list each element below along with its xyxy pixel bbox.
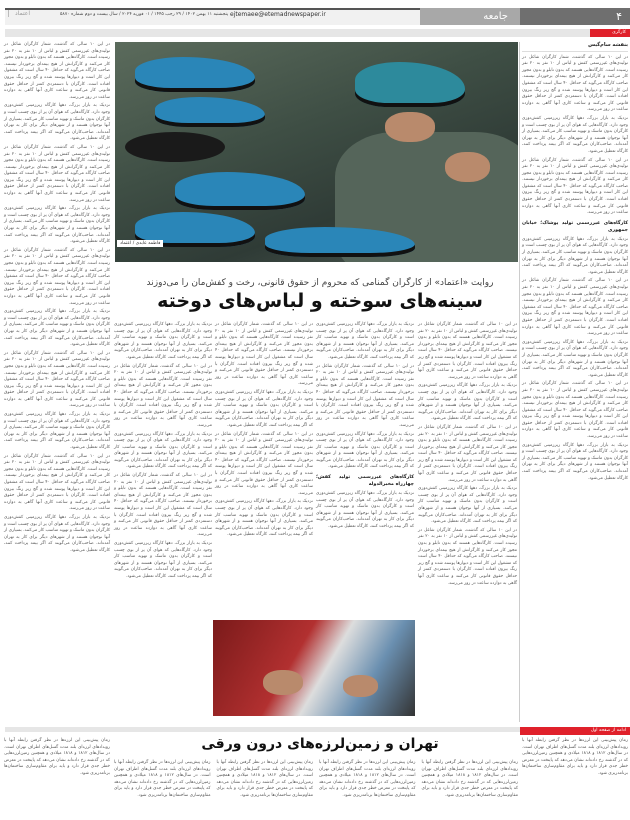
body-text: نزدیک به بازار بزرگ، دهها کارگاه زیرزمینی کفش‌دوزی وجود دارد. کارگاه‌هایی که هوای آن پر از بوی چسب است و کارگران بدون ماسک و تهویه مناسب کار می‌کنند. بسیاری از آنها نوجوان هستند و از شهرهای دیگر برای کار به تهران آمده‌اند. صاحب‌کاران می‌گویند که اگر بیمه پرداخت کنند، کارگاه تعطیل می‌شود. [114,322,212,360]
author-name: بنفشه سام‌گیس [522,42,628,52]
body-column-2 [316,322,414,533]
sub-bar [5,29,630,37]
body-text: در این ۱۰ سالی که گذشت، شمار کارگران شاغل در تولیدی‌های غیررسمی کفش و لباس از ۱۰ نفر به ۲۰ نفر رسیده است. کارگاه‌هایی هستند که بدون تابلو و بدون مجوز کار می‌کنند و کارگرانش از هیچ بیمه‌ای برخوردار نیستند. صاحب کارگاه می‌گوید که حداقل ۴۰ سال است که مشغول این کار است و دیوارها پوسته شده و گچ زیر رنگ بیرون افتاده است. کارگران با دستمزدی کمتر از حداقل حقوق قانونی کار می‌کنند و ساعت کاری آنها گاهی به دوازده ساعت در روز می‌رسد. [316,363,414,428]
bottom-headline: تهران و زمین‌لرزه‌های درون ورقی [201,736,439,752]
body-text: در این ۱۰ سالی که گذشت، شمار کارگران شاغل در تولیدی‌های غیررسمی کفش و لباس از ۱۰ نفر به ۲۰ نفر رسیده است. کارگاه‌هایی هستند که بدون تابلو و بدون مجوز کار می‌کنند و کارگرانش از هیچ بیمه‌ای برخوردار نیستند. صاحب کارگاه می‌گوید که حداقل ۴۰ سال است که مشغول این کار است و دیوارها پوسته شده و گچ زیر رنگ بیرون افتاده است. کارگران با دستمزدی کمتر از حداقل حقوق قانونی کار می‌کنند و ساعت کاری آنها گاهی به دوازده ساعت در روز می‌رسد. [4,453,110,512]
bottom-right-column [522,738,628,780]
body-text: نزدیک به بازار بزرگ، دهها کارگاه زیرزمینی کفش‌دوزی وجود دارد. کارگاه‌هایی که هوای آن پر از بوی چسب است و کارگران بدون ماسک و تهویه مناسب کار می‌کنند. بسیاری از آنها نوجوان هستند و از شهرهای دیگر برای کار به تهران آمده‌اند. صاحب‌کاران می‌گویند که اگر بیمه پرداخت کنند، کارگاه تعطیل می‌شود. [215,499,313,538]
newspaper-logo: اعتماد [8,10,30,17]
photo-caption: فاطمه عابدی / اعتماد [117,240,163,247]
sewing-machine-photo [213,620,415,716]
shoe-workshop-photo [115,42,518,262]
body-text: در این ۱۰ سالی که گذشت، شمار کارگران شاغل در تولیدی‌های غیررسمی کفش و لباس از ۱۰ نفر به ۲۰ نفر رسیده است. کارگاه‌هایی هستند که بدون تابلو و بدون مجوز کار می‌کنند و کارگرانش از هیچ بیمه‌ای برخوردار نیستند. صاحب کارگاه می‌گوید که حداقل ۴۰ سال است که مشغول این کار است و دیوارها پوسته شده و گچ زیر رنگ بیرون افتاده است. کارگران با دستمزدی کمتر از حداقل حقوق قانونی کار می‌کنند و ساعت کاری آنها گاهی به دوازده ساعت در روز می‌رسد. [522,54,628,113]
body-text: در این ۱۰ سالی که گذشت، شمار کارگران شاغل در تولیدی‌های غیررسمی کفش و لباس از ۱۰ نفر به ۲۰ نفر رسیده است. کارگاه‌هایی هستند که بدون تابلو و بدون مجوز کار می‌کنند و کارگرانش از هیچ بیمه‌ای برخوردار نیستند. صاحب کارگاه می‌گوید که حداقل ۴۰ سال است که مشغول این کار است و دیوارها پوسته شده و گچ زیر رنگ بیرون افتاده است. کارگران با دستمزدی کمتر از حداقل حقوق قانونی کار می‌کنند و ساعت کاری آنها گاهی به دوازده ساعت در روز می‌رسد. [522,381,628,440]
body-text: در این ۱۰ سالی که گذشت، شمار کارگران شاغل در تولیدی‌های غیررسمی کفش و لباس از ۱۰ نفر به ۲۰ نفر رسیده است. کارگاه‌هایی هستند که بدون تابلو و بدون مجوز کار می‌کنند و کارگرانش از هیچ بیمه‌ای برخوردار نیستند. صاحب کارگاه می‌گوید که حداقل ۴۰ سال است که مشغول این کار است و دیوارها پوسته شده و گچ زیر رنگ بیرون افتاده است. کارگران با دستمزدی کمتر از حداقل حقوق قانونی کار می‌کنند و ساعت کاری آنها گاهی به دوازده ساعت در روز می‌رسد. [114,473,212,538]
body-text: در این ۱۰ سالی که گذشت، شمار کارگران شاغل در تولیدی‌های غیررسمی کفش و لباس از ۱۰ نفر به ۲۰ نفر رسیده است. کارگاه‌هایی هستند که بدون تابلو و بدون مجوز کار می‌کنند و کارگرانش از هیچ بیمه‌ای برخوردار نیستند. صاحب کارگاه می‌گوید که حداقل ۴۰ سال است که مشغول این کار است و دیوارها پوسته شده و گچ زیر رنگ بیرون افتاده است. کارگران با دستمزدی کمتر از حداقل حقوق قانونی کار می‌کنند و ساعت کاری آنها گاهی به دوازده ساعت در روز می‌رسد. [4,350,110,409]
body-column-1 [418,322,517,589]
bottom-divider-bar [5,727,520,732]
body-text: نزدیک به بازار بزرگ، دهها کارگاه زیرزمینی کفش‌دوزی وجود دارد. کارگاه‌هایی که هوای آن پر از بوی چسب است و کارگران بدون ماسک و تهویه مناسب کار می‌کنند. بسیاری از آنها نوجوان هستند و از شهرهای دیگر برای کار به تهران آمده‌اند. صاحب‌کاران می‌گویند که اگر بیمه پرداخت کنند، کارگاه تعطیل می‌شود. [4,412,110,451]
body-text: نزدیک به بازار بزرگ، دهها کارگاه زیرزمینی کفش‌دوزی وجود دارد. کارگاه‌هایی که هوای آن پر از بوی چسب است و کارگران بدون ماسک و تهویه مناسب کار می‌کنند. بسیاری از آنها نوجوان هستند و از شهرهای دیگر برای کار به تهران آمده‌اند. صاحب‌کاران می‌گویند که اگر بیمه پرداخت کنند، کارگاه تعطیل می‌شود. [418,383,517,422]
body-text: در این ۱۰ سالی که گذشت، شمار کارگران شاغل در تولیدی‌های غیررسمی کفش و لباس از ۱۰ نفر به ۲۰ نفر رسیده است. کارگاه‌هایی هستند که بدون تابلو و بدون مجوز کار می‌کنند و کارگرانش از هیچ بیمه‌ای برخوردار نیستند. صاحب کارگاه می‌گوید که حداقل ۴۰ سال است که مشغول این کار است و دیوارها پوسته شده و گچ زیر رنگ بیرون افتاده است. کارگران با دستمزدی کمتر از حداقل حقوق قانونی کار می‌کنند و ساعت کاری آنها گاهی به دوازده ساعت در روز می‌رسد. [418,424,518,483]
body-text: نزدیک به بازار بزرگ، دهها کارگاه زیرزمینی کفش‌دوزی وجود دارد. کارگاه‌هایی که هوای آن پر از بوی چسب است و کارگران بدون ماسک و تهویه مناسب کار می‌کنند. بسیاری از آنها نوجوان هستند و از شهرهای دیگر برای کار به تهران آمده‌اند. صاحب‌کاران می‌گویند که اگر بیمه پرداخت کنند، کارگاه تعطیل می‌شود. [215,389,313,428]
body-text: زمان پیش‌بینی این لرزه‌ها در نظر گرفتن رابطه آنها با رویدادهای لرزه‌ای بلند مدت گسل‌های اطراف تهران است. در سال‌های ۱۸۱۲ و ۱۸۱۸ میلادی و همچنین زمین‌لرزه‌هایی که در گذشته رخ داده‌اند نشان می‌دهد که پایتخت در معرض خطر جدی قرار دارد و باید برای مقاوم‌سازی ساختمان‌ها برنامه‌ریزی شود. [114,760,211,798]
body-text: نزدیک به بازار بزرگ، دهها کارگاه زیرزمینی کفش‌دوزی وجود دارد. کارگاه‌هایی که هوای آن پر از بوی چسب است و کارگران بدون ماسک و تهویه مناسب کار می‌کنند. بسیاری از آنها نوجوان هستند و از شهرهای دیگر برای کار به تهران آمده‌اند. صاحب‌کاران می‌گویند که اگر بیمه پرداخت کنند، کارگاه تعطیل می‌شود. [522,442,628,481]
body-text: زمان پیش‌بینی این لرزه‌ها در نظر گرفتن رابطه آنها با رویدادهای لرزه‌ای بلند مدت گسل‌های اطراف تهران است. در سال‌های ۱۸۱۲ و ۱۸۱۸ میلادی و همچنین زمین‌لرزه‌هایی که در گذشته رخ داده‌اند نشان می‌دهد که پایتخت در معرض خطر جدی قرار دارد و باید برای مقاوم‌سازی ساختمان‌ها برنامه‌ریزی شود. [216,760,314,798]
body-text: نزدیک به بازار بزرگ، دهها کارگاه زیرزمینی کفش‌دوزی وجود دارد. کارگاه‌هایی که هوای آن پر از بوی چسب است و کارگران بدون ماسک و تهویه مناسب کار می‌کنند. بسیاری از آنها نوجوان هستند و از شهرهای دیگر برای کار به تهران آمده‌اند. صاحب‌کاران می‌گویند که اگر بیمه پرداخت کنند، کارگاه تعطیل می‌شود. [522,339,628,378]
section-email[interactable]: ejtemaee@etemadnewspaper.ir [230,11,326,18]
body-text: در این ۱۰ سالی که گذشت، شمار کارگران شاغل در تولیدی‌های غیررسمی کفش و لباس از ۱۰ نفر به ۲۰ نفر رسیده است. کارگاه‌هایی هستند که بدون تابلو و بدون مجوز کار می‌کنند و کارگرانش از هیچ بیمه‌ای برخوردار نیستند. صاحب کارگاه می‌گوید که حداقل ۴۰ سال است که مشغول این کار است و دیوارها پوسته شده و گچ زیر رنگ بیرون افتاده است. کارگران با دستمزدی کمتر از حداقل حقوق قانونی کار می‌کنند و ساعت کاری آنها گاهی به دوازده ساعت در روز می‌رسد. [215,322,313,387]
page-number: ۴ [520,8,630,25]
body-text: زمان پیش‌بینی این لرزه‌ها در نظر گرفتن رابطه آنها با رویدادهای لرزه‌ای بلند مدت گسل‌های اطراف تهران است. در سال‌های ۱۸۱۲ و ۱۸۱۸ میلادی و همچنین زمین‌لرزه‌هایی که در گذشته رخ داده‌اند نشان می‌دهد که پایتخت در معرض خطر جدی قرار دارد و باید برای مقاوم‌سازی ساختمان‌ها برنامه‌ریزی شود. [522,738,628,776]
body-text: زمان پیش‌بینی این لرزه‌ها در نظر گرفتن رابطه آنها با رویدادهای لرزه‌ای بلند مدت گسل‌های اطراف تهران است. در سال‌های ۱۸۱۲ و ۱۸۱۸ میلادی و همچنین زمین‌لرزه‌هایی که در گذشته رخ داده‌اند نشان می‌دهد که پایتخت در معرض خطر جدی قرار دارد و باید برای مقاوم‌سازی ساختمان‌ها برنامه‌ریزی شود. [421,760,519,798]
body-text: در این ۱۰ سالی که گذشت، شمار کارگران شاغل در تولیدی‌های غیررسمی کفش و لباس از ۱۰ نفر به ۲۰ نفر رسیده است. کارگاه‌هایی هستند که بدون تابلو و بدون مجوز کار می‌کنند و کارگرانش از هیچ بیمه‌ای برخوردار نیستند. صاحب کارگاه می‌گوید که حداقل ۴۰ سال است که مشغول این کار است و دیوارها پوسته شده و گچ زیر رنگ بیرون افتاده است. کارگران با دستمزدی کمتر از حداقل حقوق قانونی کار می‌کنند و ساعت کاری آنها گاهی به دوازده ساعت در روز می‌رسد. [522,278,628,337]
body-text: نزدیک به بازار بزرگ، دهها کارگاه زیرزمینی کفش‌دوزی وجود دارد. کارگاه‌هایی که هوای آن پر از بوی چسب است و کارگران بدون ماسک و تهویه مناسب کار می‌کنند. بسیاری از آنها نوجوان هستند و از شهرهای دیگر برای کار به تهران آمده‌اند. صاحب‌کاران می‌گویند که اگر بیمه پرداخت کنند، کارگاه تعطیل می‌شود. [316,491,414,530]
body-text: نزدیک به بازار بزرگ، دهها کارگاه زیرزمینی کفش‌دوزی وجود دارد. کارگاه‌هایی که هوای آن پر از بوی چسب است و کارگران بدون ماسک و تهویه مناسب کار می‌کنند. بسیاری از آنها نوجوان هستند و از شهرهای دیگر برای کار به تهران آمده‌اند. صاحب‌کاران می‌گویند که اگر بیمه پرداخت کنند، کارگاه تعطیل می‌شود. [4,206,110,245]
body-text: در این ۱۰ سالی که گذشت، شمار کارگران شاغل در تولیدی‌های غیررسمی کفش و لباس از ۱۰ نفر به ۲۰ نفر رسیده است. کارگاه‌هایی هستند که بدون تابلو و بدون مجوز کار می‌کنند و کارگرانش از هیچ بیمه‌ای برخوردار نیستند. صاحب کارگاه می‌گوید که حداقل ۴۰ سال است که مشغول این کار است و دیوارها پوسته شده و گچ زیر رنگ بیرون افتاده است. کارگران با دستمزدی کمتر از حداقل حقوق قانونی کار می‌کنند و ساعت کاری آنها گاهی به دوازده ساعت در روز می‌رسد. [418,322,518,380]
column-divider [519,42,520,722]
body-text: در این ۱۰ سالی که گذشت، شمار کارگران شاغل در تولیدی‌های غیررسمی کفش و لباس از ۱۰ نفر به ۲۰ نفر رسیده است. کارگاه‌هایی هستند که بدون تابلو و بدون مجوز کار می‌کنند و کارگرانش از هیچ بیمه‌ای برخوردار نیستند. صاحب کارگاه می‌گوید که حداقل ۴۰ سال است که مشغول این کار است و دیوارها پوسته شده و گچ زیر رنگ بیرون افتاده است. کارگران با دستمزدی کمتر از حداقل حقوق قانونی کار می‌کنند و ساعت کاری آنها گاهی به دوازده ساعت در روز می‌رسد. [215,431,313,496]
body-text: نزدیک به بازار بزرگ، دهها کارگاه زیرزمینی کفش‌دوزی وجود دارد. کارگاه‌هایی که هوای آن پر از بوی چسب است و کارگران بدون ماسک و تهویه مناسب کار می‌کنند. بسیاری از آنها نوجوان هستند و از شهرهای دیگر برای کار به تهران آمده‌اند. صاحب‌کاران می‌گویند که اگر بیمه پرداخت کنند، کارگاه تعطیل می‌شود. [316,322,414,360]
bottom-body-columns [114,760,518,802]
body-column-4 [114,322,212,583]
category-tag: کارگری [590,29,630,37]
body-text: نزدیک به بازار بزرگ، دهها کارگاه زیرزمینی کفش‌دوزی وجود دارد. کارگاه‌هایی که هوای آن پر از بوی چسب است و کارگران بدون ماسک و تهویه مناسب کار می‌کنند. بسیاری از آنها نوجوان هستند و از شهرهای دیگر برای کار به تهران آمده‌اند. صاحب‌کاران می‌گویند که اگر بیمه پرداخت کنند، کارگاه تعطیل می‌شود. [418,486,517,525]
left-column [4,42,110,557]
body-column-3 [215,322,313,541]
bottom-left-column [4,738,110,780]
body-text: نزدیک به بازار بزرگ، دهها کارگاه زیرزمینی کفش‌دوزی وجود دارد. کارگاه‌هایی که هوای آن پر از بوی چسب است و کارگران بدون ماسک و تهویه مناسب کار می‌کنند. بسیاری از آنها نوجوان هستند و از شهرهای دیگر برای کار به تهران آمده‌اند. صاحب‌کاران می‌گویند که اگر بیمه پرداخت کنند، کارگاه تعطیل می‌شود. [114,541,212,579]
body-text: نزدیک به بازار بزرگ، دهها کارگاه زیرزمینی کفش‌دوزی وجود دارد. کارگاه‌هایی که هوای آن پر از بوی چسب است و کارگران بدون ماسک و تهویه مناسب کار می‌کنند. بسیاری از آنها نوجوان هستند و از شهرهای دیگر برای کار به تهران آمده‌اند. صاحب‌کاران می‌گویند که اگر بیمه پرداخت کنند، کارگاه تعطیل می‌شود. [522,115,628,154]
article-headline: سینه‌های سوخته و لباس‌های دوخته [157,290,483,312]
body-text: در این ۱۰ سالی که گذشت، شمار کارگران شاغل در تولیدی‌های غیررسمی کفش و لباس از ۱۰ نفر به ۲۰ نفر رسیده است. کارگاه‌هایی هستند که بدون تابلو و بدون مجوز کار می‌کنند و کارگرانش از هیچ بیمه‌ای برخوردار نیستند. صاحب کارگاه می‌گوید که حداقل ۴۰ سال است که مشغول این کار است و دیوارها پوسته شده و گچ زیر رنگ بیرون افتاده است. کارگران با دستمزدی کمتر از حداقل حقوق قانونی کار می‌کنند و ساعت کاری آنها گاهی به دوازده ساعت در روز می‌رسد. [522,157,628,216]
body-text: زمان پیش‌بینی این لرزه‌ها در نظر گرفتن رابطه آنها با رویدادهای لرزه‌ای بلند مدت گسل‌های اطراف تهران است. در سال‌های ۱۸۱۲ و ۱۸۱۸ میلادی و همچنین زمین‌لرزه‌هایی که در گذشته رخ داده‌اند نشان می‌دهد که پایتخت در معرض خطر جدی قرار دارد و باید برای مقاوم‌سازی ساختمان‌ها برنامه‌ریزی شود. [319,760,416,798]
body-text: نزدیک به بازار بزرگ، دهها کارگاه زیرزمینی کفش‌دوزی وجود دارد. کارگاه‌هایی که هوای آن پر از بوی چسب است و کارگران بدون ماسک و تهویه مناسب کار می‌کنند. بسیاری از آنها نوجوان هستند و از شهرهای دیگر برای کار به تهران آمده‌اند. صاحب‌کاران می‌گویند که اگر بیمه پرداخت کنند، کارگاه تعطیل می‌شود. [4,514,110,553]
dateline: پنجشنبه ۱۱ بهمن ۱۴۰۲ / ۲۹ رجب ۱۴۴۵ / ۰۱ فوریه ۲۰۲۴ / سال بیست و دوم شماره ۵۸۷۰ [60,12,229,17]
article-kicker: روایت «اعتماد» از کارگران گمنامی که محروم از حقوق قانونی، رخت و کفش‌مان را می‌دوزند [146,278,494,288]
body-text: نزدیک به بازار بزرگ، دهها کارگاه زیرزمینی کفش‌دوزی وجود دارد. کارگاه‌هایی که هوای آن پر از بوی چسب است و کارگران بدون ماسک و تهویه مناسب کار می‌کنند. بسیاری از آنها نوجوان هستند و از شهرهای دیگر برای کار به تهران آمده‌اند. صاحب‌کاران می‌گویند که اگر بیمه پرداخت کنند، کارگاه تعطیل می‌شود. [114,431,212,470]
continued-label: ادامه از صفحه اول [520,727,630,735]
subhead: کارگاه‌های غیررسمی تولید پوشاک؛ خیابان جمهوری [522,220,628,233]
body-text: نزدیک به بازار بزرگ، دهها کارگاه زیرزمینی کفش‌دوزی وجود دارد. کارگاه‌هایی که هوای آن پر از بوی چسب است و کارگران بدون ماسک و تهویه مناسب کار می‌کنند. بسیاری از آنها نوجوان هستند و از شهرهای دیگر برای کار به تهران آمده‌اند. صاحب‌کاران می‌گویند که اگر بیمه پرداخت کنند، کارگاه تعطیل می‌شود. [522,236,628,275]
body-text: نزدیک به بازار بزرگ، دهها کارگاه زیرزمینی کفش‌دوزی وجود دارد. کارگاه‌هایی که هوای آن پر از بوی چسب است و کارگران بدون ماسک و تهویه مناسب کار می‌کنند. بسیاری از آنها نوجوان هستند و از شهرهای دیگر برای کار به تهران آمده‌اند. صاحب‌کاران می‌گویند که اگر بیمه پرداخت کنند، کارگاه تعطیل می‌شود. [316,431,414,470]
body-text: در این ۱۰ سالی که گذشت، شمار کارگران شاغل در تولیدی‌های غیررسمی کفش و لباس از ۱۰ نفر به ۲۰ نفر رسیده است. کارگاه‌هایی هستند که بدون تابلو و بدون مجوز کار می‌کنند و کارگرانش از هیچ بیمه‌ای برخوردار نیستند. صاحب کارگاه می‌گوید که حداقل ۴۰ سال است که مشغول این کار است و دیوارها پوسته شده و گچ زیر رنگ بیرون افتاده است. کارگران با دستمزدی کمتر از حداقل حقوق قانونی کار می‌کنند و ساعت کاری آنها گاهی به دوازده ساعت در روز می‌رسد. [114,363,212,428]
body-text: در این ۱۰ سالی که گذشت، شمار کارگران شاغل در تولیدی‌های غیررسمی کفش و لباس از ۱۰ نفر به ۲۰ نفر رسیده است. کارگاه‌هایی هستند که بدون تابلو و بدون مجوز کار می‌کنند و کارگرانش از هیچ بیمه‌ای برخوردار نیستند. صاحب کارگاه می‌گوید که حداقل ۴۰ سال است که مشغول این کار است و دیوارها پوسته شده و گچ زیر رنگ بیرون افتاده است. کارگران با دستمزدی کمتر از حداقل حقوق قانونی کار می‌کنند و ساعت کاری آنها گاهی به دوازده ساعت در روز می‌رسد. [4,144,110,203]
body-text: نزدیک به بازار بزرگ، دهها کارگاه زیرزمینی کفش‌دوزی وجود دارد. کارگاه‌هایی که هوای آن پر از بوی چسب است و کارگران بدون ماسک و تهویه مناسب کار می‌کنند. بسیاری از آنها نوجوان هستند و از شهرهای دیگر برای کار به تهران آمده‌اند. صاحب‌کاران می‌گویند که اگر بیمه پرداخت کنند، کارگاه تعطیل می‌شود. [4,309,110,348]
body-text: زمان پیش‌بینی این لرزه‌ها در نظر گرفتن رابطه آنها با رویدادهای لرزه‌ای بلند مدت گسل‌های اطراف تهران است. در سال‌های ۱۸۱۲ و ۱۸۱۸ میلادی و همچنین زمین‌لرزه‌هایی که در گذشته رخ داده‌اند نشان می‌دهد که پایتخت در معرض خطر جدی قرار دارد و باید برای مقاوم‌سازی ساختمان‌ها برنامه‌ریزی شود. [4,738,110,776]
body-text: در این ۱۰ سالی که گذشت، شمار کارگران شاغل در تولیدی‌های غیررسمی کفش و لباس از ۱۰ نفر به ۲۰ نفر رسیده است. کارگاه‌هایی هستند که بدون تابلو و بدون مجوز کار می‌کنند و کارگرانش از هیچ بیمه‌ای برخوردار نیستند. صاحب کارگاه می‌گوید که حداقل ۴۰ سال است که مشغول این کار است و دیوارها پوسته شده و گچ زیر رنگ بیرون افتاده است. کارگران با دستمزدی کمتر از حداقل حقوق قانونی کار می‌کنند و ساعت کاری آنها گاهی به دوازده ساعت در روز می‌رسد. [418,527,518,586]
body-text: در این ۱۰ سالی که گذشت، شمار کارگران شاغل در تولیدی‌های غیررسمی کفش و لباس از ۱۰ نفر به ۲۰ نفر رسیده است. کارگاه‌هایی هستند که بدون تابلو و بدون مجوز کار می‌کنند و کارگرانش از هیچ بیمه‌ای برخوردار نیستند. صاحب کارگاه می‌گوید که حداقل ۴۰ سال است که مشغول این کار است و دیوارها پوسته شده و گچ زیر رنگ بیرون افتاده است. کارگران با دستمزدی کمتر از حداقل حقوق قانونی کار می‌کنند و ساعت کاری آنها گاهی به دوازده ساعت در روز می‌رسد. [4,247,110,306]
section-title: جامعه [420,8,520,25]
subhead: کارگاه‌های غیررسمی تولید کفش؛ چهارراه مخبرالدوله [316,475,414,488]
body-text: در این ۱۰ سالی که گذشت، شمار کارگران شاغل در تولیدی‌های غیررسمی کفش و لباس از ۱۰ نفر به ۲۰ نفر رسیده است. کارگاه‌هایی هستند که بدون تابلو و بدون مجوز کار می‌کنند و کارگرانش از هیچ بیمه‌ای برخوردار نیستند. صاحب کارگاه می‌گوید که حداقل ۴۰ سال است که مشغول این کار است و دیوارها پوسته شده و گچ زیر رنگ بیرون افتاده است. کارگران با دستمزدی کمتر از حداقل حقوق قانونی کار می‌کنند و ساعت کاری آنها گاهی به دوازده ساعت در روز می‌رسد. [4,42,110,100]
right-column [522,42,628,484]
body-text: نزدیک به بازار بزرگ، دهها کارگاه زیرزمینی کفش‌دوزی وجود دارد. کارگاه‌هایی که هوای آن پر از بوی چسب است و کارگران بدون ماسک و تهویه مناسب کار می‌کنند. بسیاری از آنها نوجوان هستند و از شهرهای دیگر برای کار به تهران آمده‌اند. صاحب‌کاران می‌گویند که اگر بیمه پرداخت کنند، کارگاه تعطیل می‌شود. [4,103,110,142]
